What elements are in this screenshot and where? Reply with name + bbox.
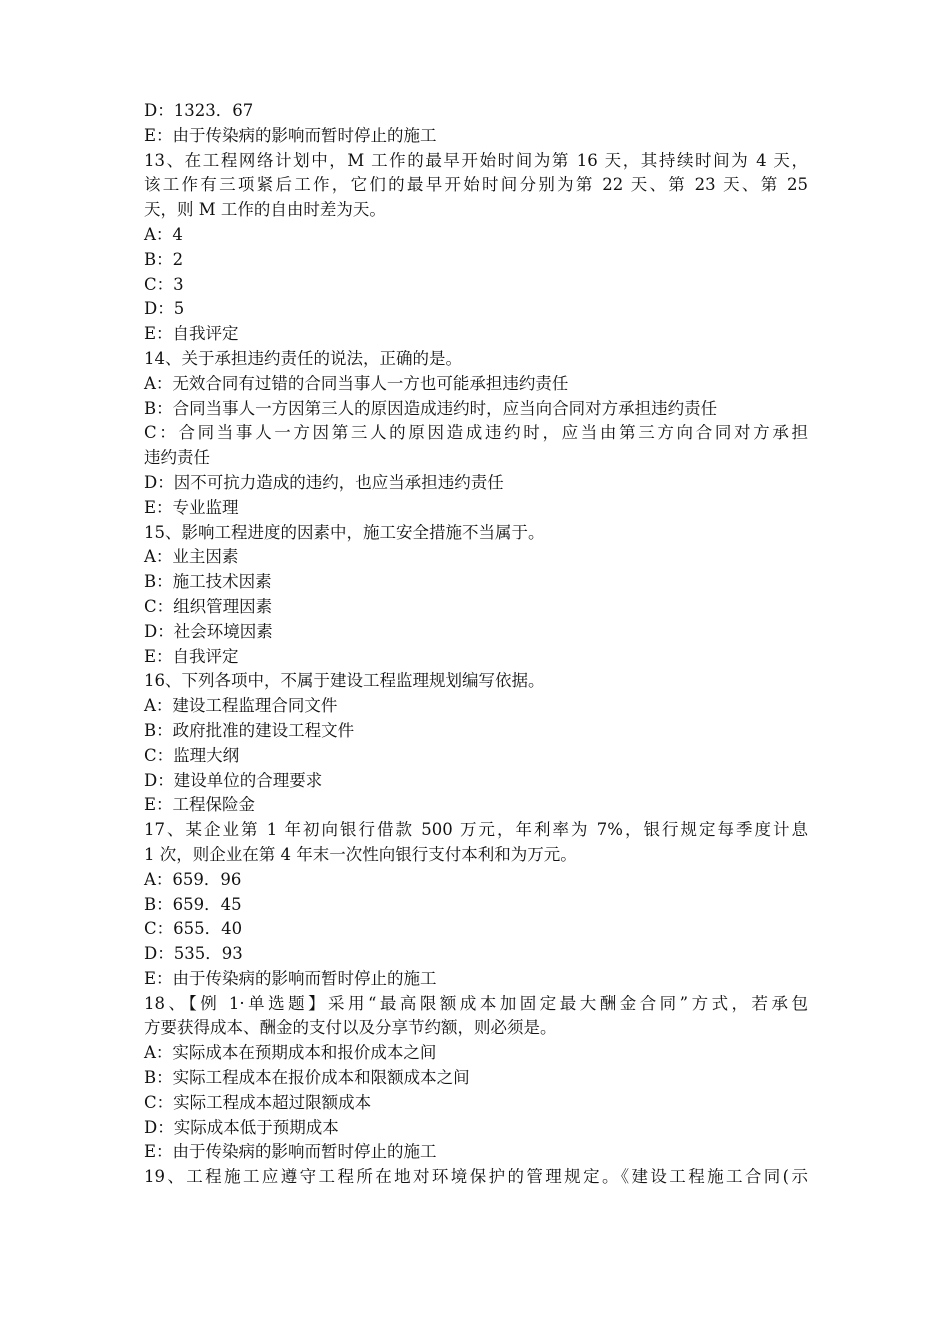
answer-option-line: E：由于传染病的影响而暂时停止的施工 xyxy=(144,1142,437,1162)
answer-option-line: A：4 xyxy=(144,224,183,244)
answer-option-line: A：实际成本在预期成本和报价成本之间 xyxy=(144,1043,437,1063)
question-text-line: 方要获得成本、酬金的支付以及分享节约额，则必须是。 xyxy=(144,1018,557,1038)
answer-option-line: A：建设工程监理合同文件 xyxy=(144,696,338,716)
answer-option-line: D：因不可抗力造成的违约，也应当承担违约责任 xyxy=(144,472,504,492)
answer-option-line: D：5 xyxy=(144,299,185,319)
answer-option-line: B：合同当事人一方因第三人的原因造成违约时，应当向合同对方承担违约责任 xyxy=(144,398,718,418)
question-text-line: 14、关于承担违约责任的说法，正确的是。 xyxy=(144,348,462,368)
question-text-line: 13、在工程网络计划中，M 工作的最早开始时间为第 16 天，其持续时间为 4 天， xyxy=(144,150,808,170)
answer-option-line: B：2 xyxy=(144,249,184,269)
answer-option-line: E：专业监理 xyxy=(144,497,239,517)
answer-option-line: A：无效合同有过错的合同当事人一方也可能承担违约责任 xyxy=(144,373,569,393)
question-text-line: 18、【例 1·单选题】采用“最高限额成本加固定最大酬金合同”方式，若承包 xyxy=(144,993,808,1013)
answer-option-line: C：组织管理因素 xyxy=(144,596,273,616)
answer-option-line: D：社会环境因素 xyxy=(144,621,273,641)
answer-option-line: E：由于传染病的影响而暂时停止的施工 xyxy=(144,968,437,988)
answer-option-line: E：自我评定 xyxy=(144,646,239,666)
question-text-line: C：合同当事人一方因第三人的原因造成违约时，应当由第三方向合同对方承担 xyxy=(144,423,808,443)
question-text-line: 16、下列各项中，不属于建设工程监理规划编写依据。 xyxy=(144,671,545,691)
question-text-line: 该工作有三项紧后工作，它们的最早开始时间分别为第 22 天、第 23 天、第 25 xyxy=(144,175,808,195)
answer-option-line: A：业主因素 xyxy=(144,547,239,567)
answer-option-line: B：659．45 xyxy=(144,894,242,914)
answer-option-line: D：535．93 xyxy=(144,944,243,964)
answer-option-line: B：施工技术因素 xyxy=(144,572,272,592)
answer-option-line: C：655．40 xyxy=(144,919,243,939)
answer-option-line: E：工程保险金 xyxy=(144,795,256,815)
answer-option-line: D：建设单位的合理要求 xyxy=(144,770,323,790)
answer-option-line: C：实际工程成本超过限额成本 xyxy=(144,1092,372,1112)
question-text-line: 19、工程施工应遵守工程所在地对环境保护的管理规定。《建设工程施工合同(示 xyxy=(144,1167,808,1187)
answer-option-line: B：实际工程成本在报价成本和限额成本之间 xyxy=(144,1068,470,1088)
question-text-line: 1 次，则企业在第 4 年末一次性向银行支付本利和为万元。 xyxy=(144,844,577,864)
document-page xyxy=(144,99,808,1190)
answer-option-line: C：3 xyxy=(144,274,184,294)
answer-option-line: A：659．96 xyxy=(144,869,242,889)
question-text-line: 17、某企业第 1 年初向银行借款 500 万元，年利率为 7%，银行规定每季度计息 xyxy=(144,820,808,840)
answer-option-line: D：实际成本低于预期成本 xyxy=(144,1117,339,1137)
answer-option-line: D：1323．67 xyxy=(144,101,254,120)
answer-option-line: B：政府批准的建设工程文件 xyxy=(144,720,355,740)
answer-option-line: 违约责任 xyxy=(144,448,210,468)
question-text-line: 天，则 M 工作的自由时差为天。 xyxy=(144,200,386,220)
answer-option-line: E：由于传染病的影响而暂时停止的施工 xyxy=(144,125,437,145)
answer-option-line: E：自我评定 xyxy=(144,324,239,344)
document-body xyxy=(144,99,808,1190)
answer-option-line: C：监理大纲 xyxy=(144,745,240,765)
question-text-line: 15、影响工程进度的因素中，施工安全措施不当属于。 xyxy=(144,522,545,542)
